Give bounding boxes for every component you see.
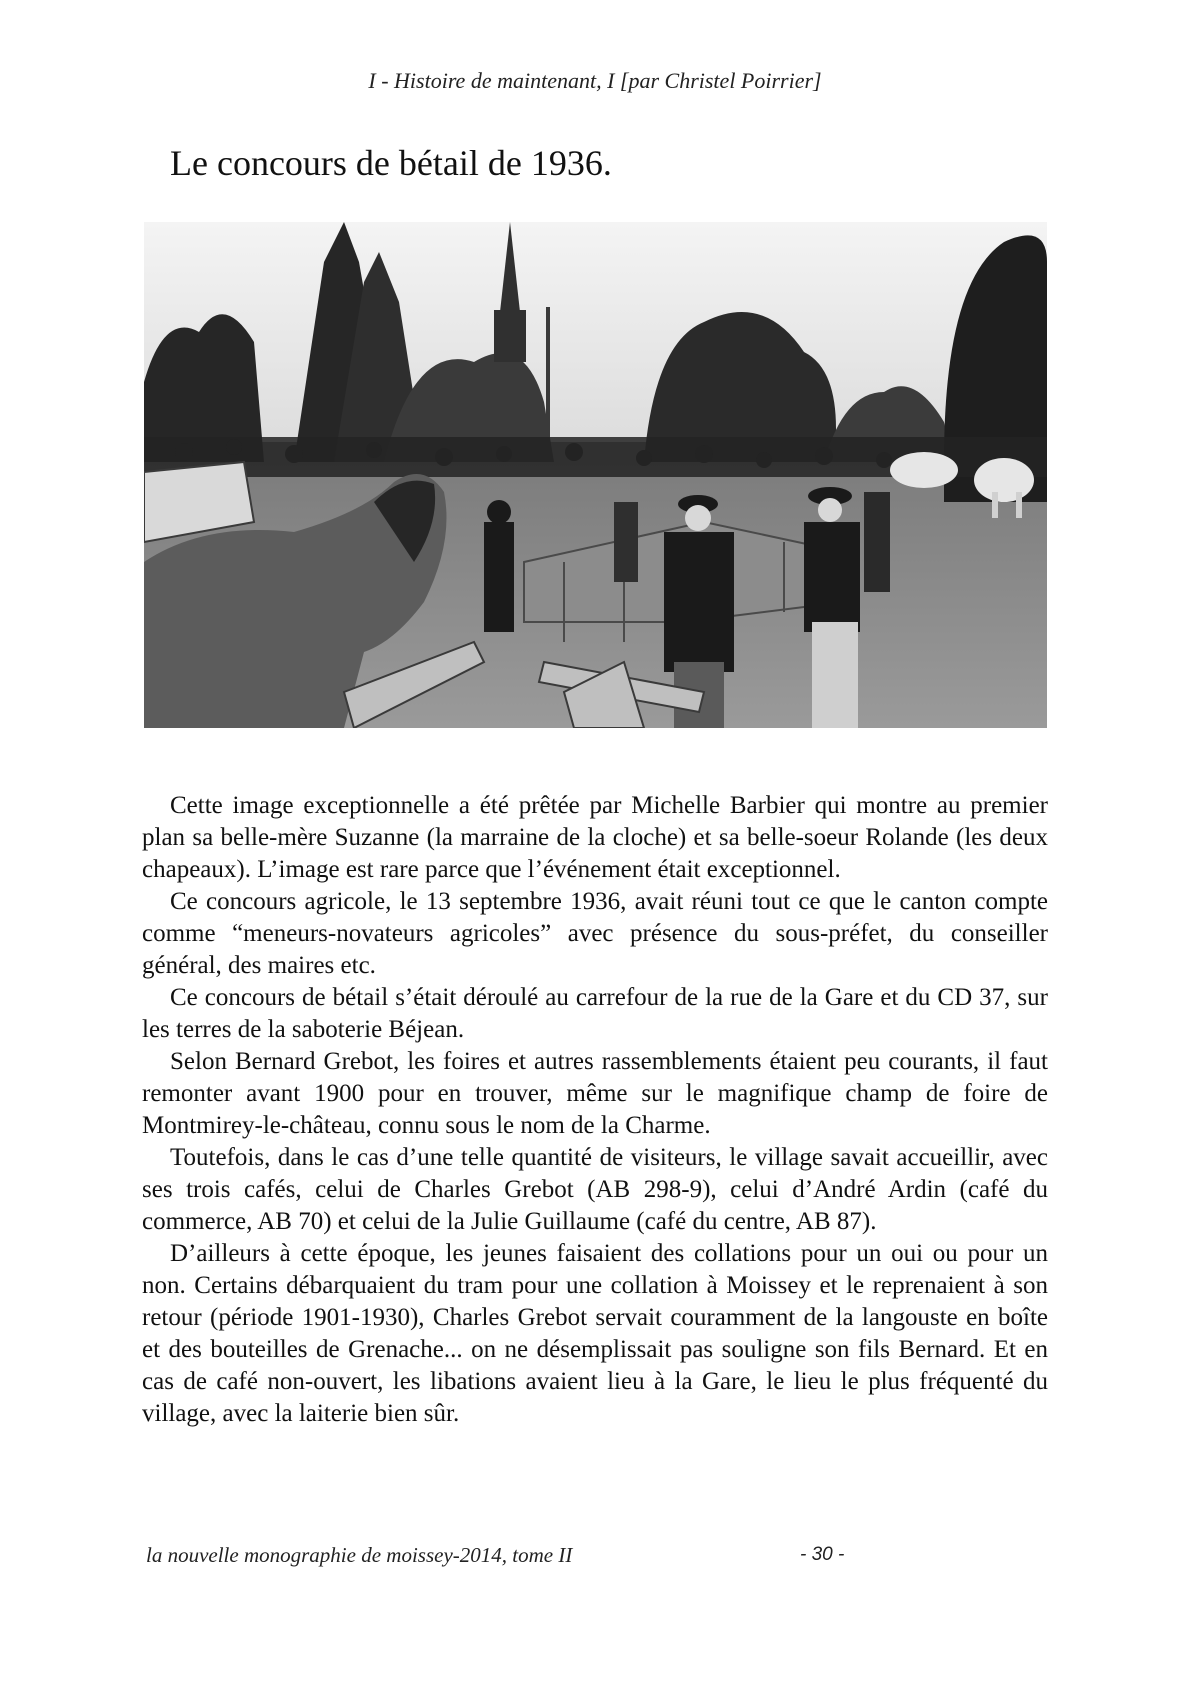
paragraph: Cette image exceptionnelle a été prêtée par Michelle Barbier qui montre au premier plan sa belle-mère Suzanne (la marraine de la cloche) et sa belle-soeur Rolande (les deux chapeaux). L’image est rare parce que l’événement était exceptionnel.: [142, 792, 1048, 883]
cattle-fair-photo: [144, 222, 1047, 728]
paragraph: Toutefois, dans le cas d’une telle quantité de visiteurs, le village savait accueillir, avec ses trois cafés, celui de Charles Grebot (AB 298-9), celui d’André Ardin (café du commerce, AB 70) et celui de la Julie Guillaume (café du centre, AB 87).: [142, 1144, 1048, 1235]
paragraph: D’ailleurs à cette époque, les jeunes faisaient des collations pour un oui ou pour un non. Certains débarquaient du tram pour une collation à Moissey et le reprenaient à son retour (période 1901-1930), Charles Grebot servait couramment de la langouste en boîte et des bouteilles de Grenache... on ne désemplissait pas souligne son fils Bernard. Et en cas de café non-ouvert, les libations avaient lieu à la Gare, le lieu le plus fréquenté du village, avec la laiterie bien sûr.: [142, 1240, 1048, 1427]
paragraph: Ce concours de bétail s’était déroulé au carrefour de la rue de la Gare et du CD 37, sur les terres de la saboterie Béjean.: [142, 984, 1048, 1043]
paragraph: Selon Bernard Grebot, les foires et autres rassemblements étaient peu courants, il faut remonter avant 1900 pour en trouver, même sur le magnifique champ de foire de Montmirey-le-château, connu sous le nom de la Charme.: [142, 1048, 1048, 1139]
paragraph: Ce concours agricole, le 13 septembre 1936, avait réuni tout ce que le canton compte comme “meneurs-novateurs agricoles” avec présence du sous-préfet, du conseiller général, des maires etc.: [142, 888, 1048, 979]
footer-publication: la nouvelle monographie de moissey-2014, tome II: [146, 1543, 573, 1567]
article-title: Le concours de bétail de 1936.: [170, 143, 612, 183]
page-number: - 30 -: [800, 1544, 845, 1565]
article-body: [142, 790, 1048, 1430]
photo-pole: [546, 307, 550, 457]
running-header: I - Histoire de maintenant, I [par Christel Poirrier]: [368, 68, 822, 93]
